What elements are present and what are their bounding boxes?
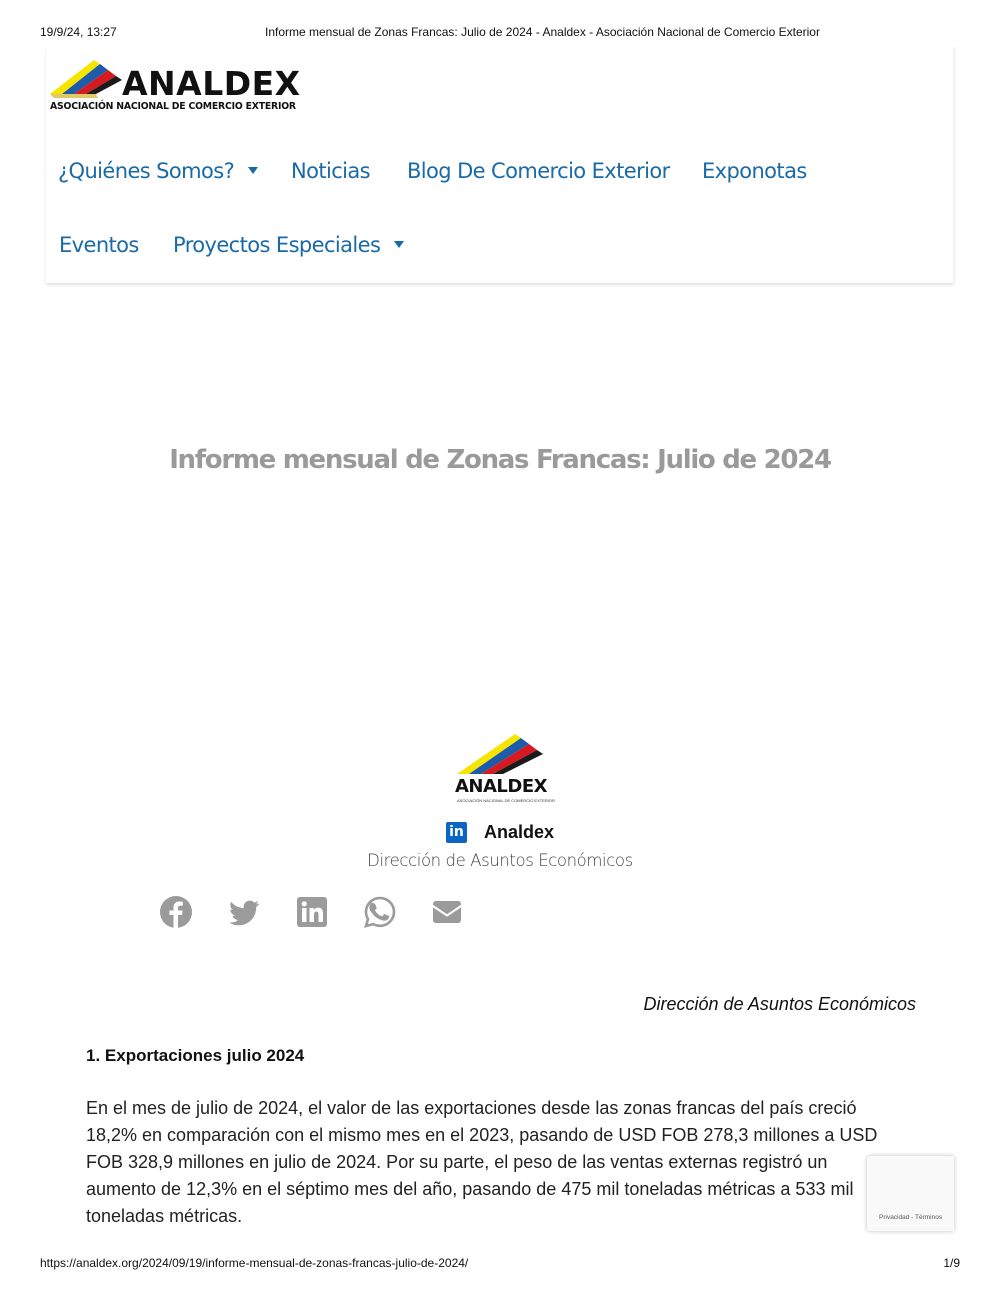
nav-proyectos-especiales[interactable] <box>173 233 404 257</box>
nav-label: Noticias <box>291 159 371 183</box>
author-logo-wordmark: ANALDEX <box>455 776 548 797</box>
nav-label: Exponotas <box>702 159 807 183</box>
print-page-number: 1/9 <box>943 1256 960 1270</box>
section-heading: 1. Exportaciones julio 2024 <box>86 1046 305 1065</box>
logo-subtitle: ASOCIACIÓN NACIONAL DE COMERCIO EXTERIOR <box>50 101 296 112</box>
author-logo-subtitle: ASOCIACIÓN NACIONAL DE COMERCIO EXTERIOR <box>457 798 555 803</box>
linkedin-icon[interactable]: in <box>446 822 467 843</box>
nav-label: Eventos <box>59 233 139 257</box>
facebook-icon <box>159 895 193 929</box>
author-logo-mark-icon <box>455 732 547 776</box>
article-paragraph: En el mes de julio de 2024, el valor de las exportaciones desde las zonas francas del país creció 18,2% en comparación con el mismo mes en el 2023, pasando de USD FOB 278,3 millones a USD FOB 328,9 millones en julio de 2024. Por su parte, el peso de las ventas externas registró un aumento de 12,3% en el séptimo mes del año, pasando de 475 mil toneladas métricas a 533 mil toneladas métricas. <box>86 1098 878 1226</box>
logo-wordmark: ANALDEX <box>122 64 301 103</box>
nav-noticias[interactable] <box>291 159 370 183</box>
nav-label: ¿Quiénes Somos? <box>58 159 235 183</box>
site-logo[interactable] <box>48 54 301 114</box>
share-facebook-button[interactable] <box>159 895 193 929</box>
print-header <box>40 25 960 41</box>
site-header <box>46 46 954 283</box>
post-title: Informe mensual de Zonas Francas: Julio de 2024 <box>169 445 831 475</box>
nav-label: Proyectos Especiales <box>173 233 381 257</box>
recaptcha-badge[interactable] <box>867 1156 954 1231</box>
email-icon <box>430 895 464 929</box>
article-byline: Dirección de Asuntos Económicos <box>643 994 916 1014</box>
print-document-title: Informe mensual de Zonas Francas: Julio de 2024 - Analdex - Asociación Nacional de Comercio Exterior <box>265 25 820 39</box>
recaptcha-links[interactable]: Privacidad - Términos <box>879 1214 943 1221</box>
print-url: https://analdex.org/2024/09/19/informe-mensual-de-zonas-francas-julio-de-2024/ <box>40 1256 469 1270</box>
nav-label: Blog De Comercio Exterior <box>407 159 670 183</box>
author-role: Dirección de Asuntos Económicos <box>367 851 633 870</box>
whatsapp-icon <box>363 895 397 929</box>
author-row <box>446 820 554 844</box>
author-name[interactable]: Analdex <box>484 821 555 842</box>
share-twitter-button[interactable] <box>227 895 261 929</box>
author-logo <box>455 732 555 804</box>
caret-down-icon <box>394 241 404 248</box>
twitter-icon <box>227 895 261 929</box>
nav-exponotas[interactable] <box>702 159 807 183</box>
share-whatsapp-button[interactable] <box>363 895 397 929</box>
share-email-button[interactable] <box>430 895 464 929</box>
nav-eventos[interactable] <box>59 233 139 257</box>
caret-down-icon <box>248 167 258 174</box>
share-linkedin-button[interactable] <box>295 895 329 929</box>
print-footer <box>40 1256 960 1270</box>
nav-quienes-somos[interactable] <box>58 159 258 183</box>
print-datetime: 19/9/24, 13:27 <box>40 25 117 39</box>
linkedin-icon <box>295 895 329 929</box>
nav-blog-comercio-exterior[interactable] <box>407 159 670 183</box>
